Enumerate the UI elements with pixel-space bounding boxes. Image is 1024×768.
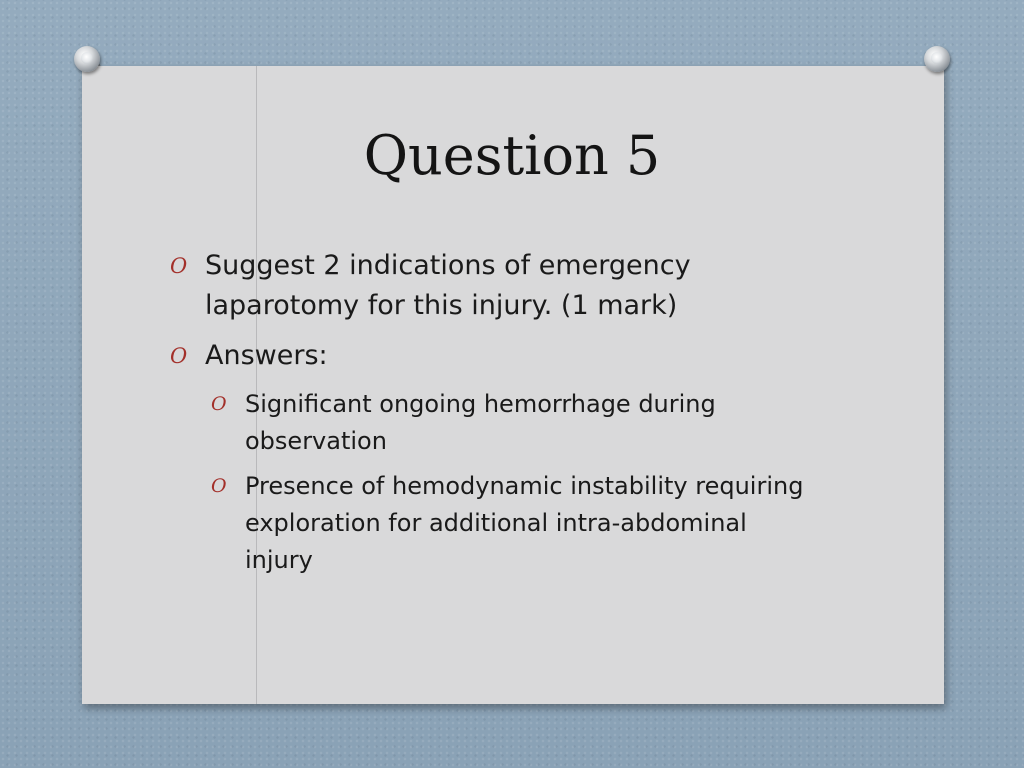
pushpin-left-icon <box>74 46 100 72</box>
sub-bullet-answer-2 <box>211 468 810 579</box>
bullet-marker-icon: O <box>170 254 188 278</box>
bullet-marker-icon: O <box>211 475 227 497</box>
pushpin-right-icon <box>924 46 950 72</box>
bullet-marker-icon: O <box>170 344 188 368</box>
slide-title: Question 5 <box>363 124 661 187</box>
bullet-text: Answers: <box>205 340 328 371</box>
bullet-question <box>170 246 810 326</box>
bullet-text: Significant ongoing hemorrhage during observation <box>245 390 716 455</box>
bullet-list <box>170 246 810 587</box>
bullet-answers-heading <box>170 336 810 376</box>
sub-bullet-answer-1 <box>211 386 810 460</box>
bullet-text: Presence of hemodynamic instability requiring exploration for additional intra-abdominal injury <box>245 472 804 574</box>
bullet-text: Suggest 2 indications of emergency laparotomy for this injury. (1 mark) <box>205 250 691 321</box>
bullet-marker-icon: O <box>211 393 227 415</box>
